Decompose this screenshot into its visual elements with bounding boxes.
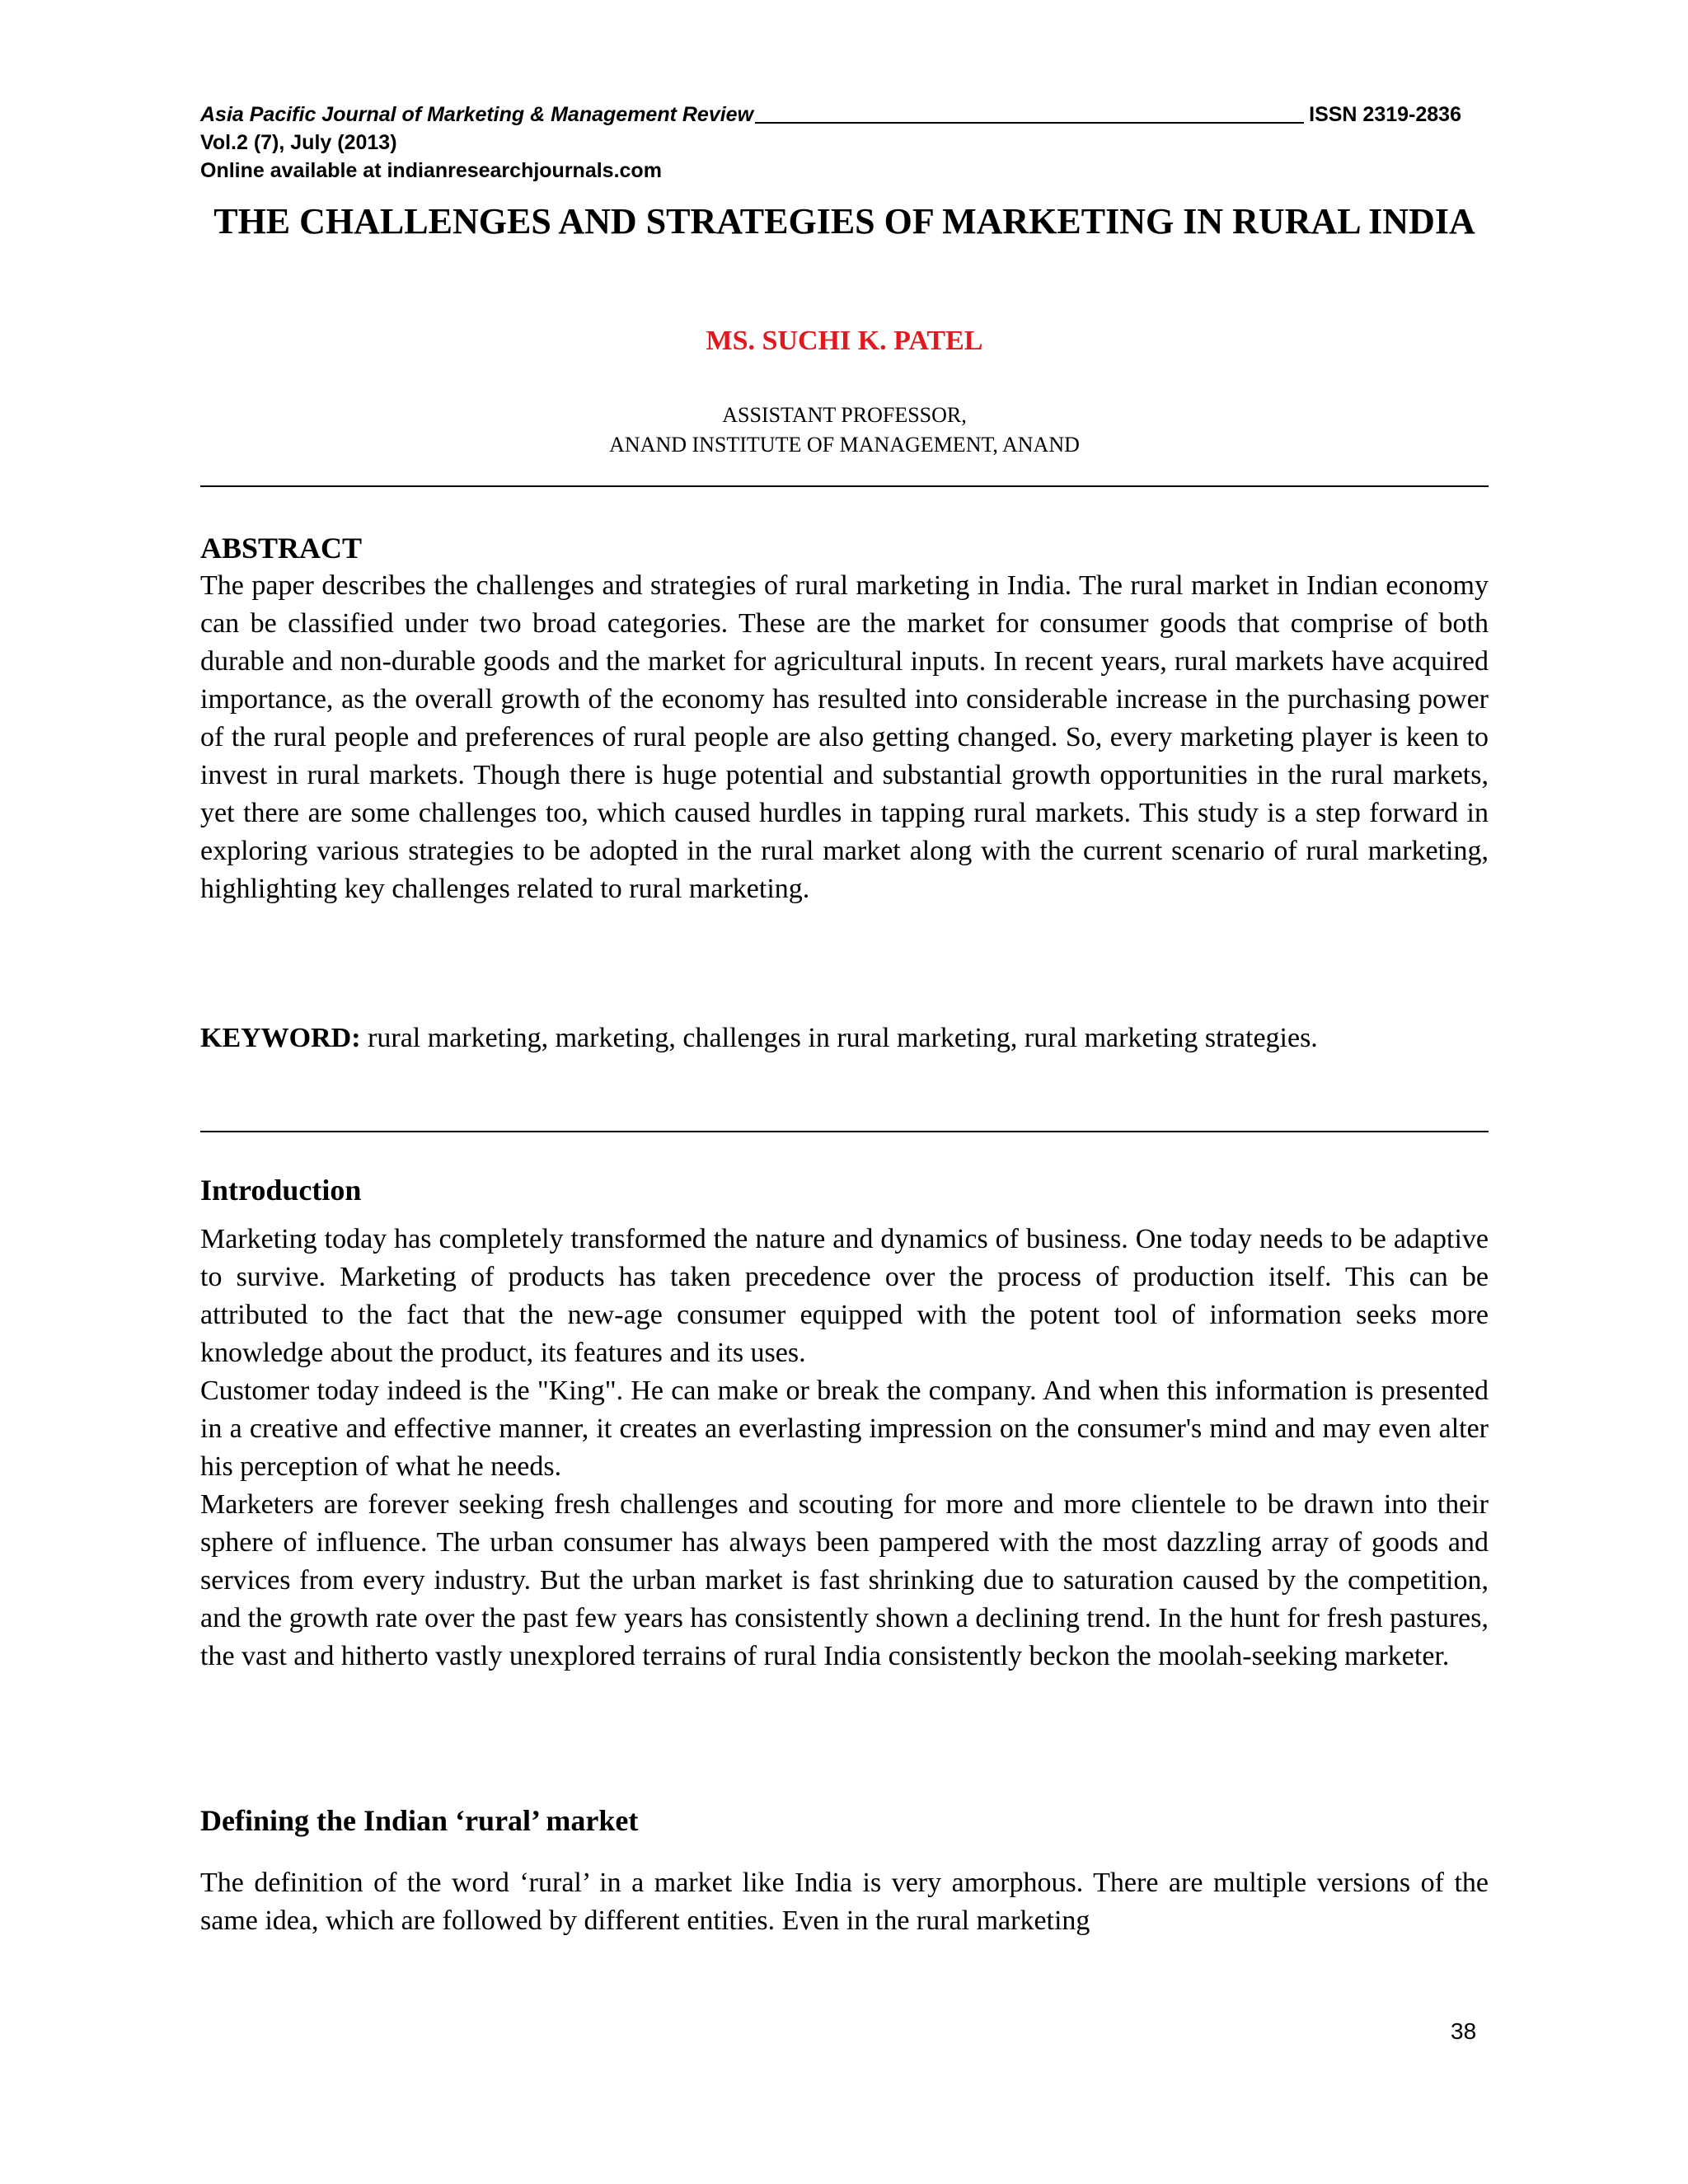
journal-title-line — [200, 101, 1461, 129]
journal-header — [200, 101, 1461, 185]
journal-online: Online available at indianresearchjournals.com — [200, 159, 662, 182]
divider-top — [200, 485, 1489, 487]
keywords — [200, 1019, 1489, 1057]
introduction-heading: Introduction — [200, 1174, 362, 1207]
divider-bottom — [200, 1131, 1489, 1132]
journal-header-rule — [755, 121, 1304, 124]
abstract-section — [200, 529, 1489, 908]
journal-issn: ISSN 2319-2836 — [1309, 103, 1461, 126]
author-institute: ANAND INSTITUTE OF MANAGEMENT, ANAND — [609, 433, 1080, 457]
author-affiliation — [200, 401, 1489, 460]
journal-name: Asia Pacific Journal of Marketing & Management Review — [200, 103, 754, 126]
page-number: 38 — [1451, 2018, 1477, 2044]
paper-title: THE CHALLENGES AND STRATEGIES OF MARKETING IN RURAL INDIA — [213, 201, 1475, 241]
author-position: ASSISTANT PROFESSOR, — [722, 403, 967, 427]
author-name: MS. SUCHI K. PATEL — [706, 326, 983, 356]
abstract-text: The paper describes the challenges and strategies of rural marketing in India. The rural market in Indian economy can be classified under two broad categories. These are the market for consumer goods that comprise of both durable and non-durable goods and the market for agricultural inputs. In recent years, rural markets have acquired importance, as the overall growth of the economy has resulted into considerable increase in the purchasing power of the rural people and preferences of rural people are also getting changed. So, every marketing player is keen to invest in rural markets. Though there is huge potential and substantial growth opportunities in the rural markets, yet there are some challenges too, which caused hurdles in tapping rural markets. This study is a step forward in exploring various strategies to be adopted in the rural market along with the current scenario of rural marketing, highlighting key challenges related to rural marketing. — [200, 570, 1489, 904]
introduction-paragraph: Marketers are forever seeking fresh challenges and scouting for more and more clientele to be drawn into their sphere of influence. The urban consumer has always been pampered with the most dazzling array of goods and services from every industry. But the urban market is fast shrinking due to saturation caused by the competition, and the growth rate over the past few years has consistently shown a declining trend. In the hunt for fresh pastures, the vast and hitherto vastly unexplored terrains of rural India consistently beckon the moolah-seeking marketer. — [200, 1489, 1489, 1671]
keywords-section — [200, 1019, 1489, 1057]
introduction-paragraph: Customer today indeed is the "King". He can make or break the company. And when this information is presented in a creative and effective manner, it creates an everlasting impression on the consumer's mind and may even alter his perception of what he needs. — [200, 1376, 1489, 1482]
abstract-heading: ABSTRACT — [200, 532, 363, 565]
keywords-label: KEYWORD: — [200, 1023, 361, 1053]
defining-text: The definition of the word ‘rural’ in a market like India is very amorphous. There are multiple versions of the same idea, which are followed by different entities. Even in the rural marketing — [200, 1868, 1489, 1936]
keywords-text: rural marketing, marketing, challenges in rural marketing, rural marketing strategies. — [360, 1023, 1318, 1053]
defining-heading: Defining the Indian ‘rural’ market — [200, 1804, 639, 1837]
journal-volume: Vol.2 (7), July (2013) — [200, 131, 397, 154]
defining-section — [200, 1802, 1489, 1940]
introduction-section — [200, 1171, 1489, 1675]
introduction-paragraph: Marketing today has completely transformed the nature and dynamics of business. One today needs to be adaptive to survive. Marketing of products has taken precedence over the process of production itself. This can be attributed to the fact that the new-age consumer equipped with the potent tool of information seeks more knowledge about the product, its features and its uses. — [200, 1224, 1489, 1368]
